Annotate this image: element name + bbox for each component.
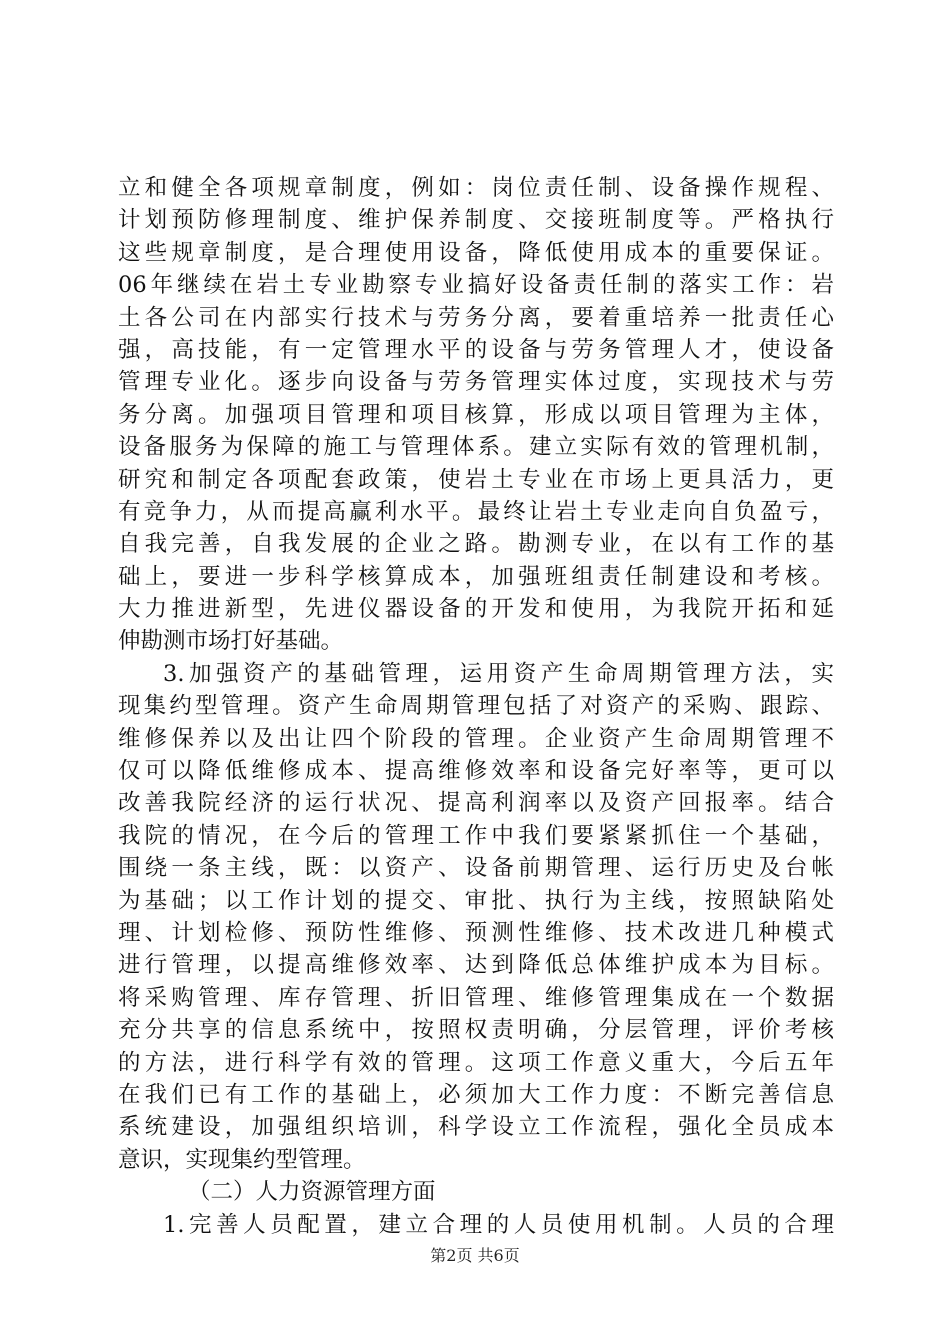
text-line: 将采购管理、库存管理、折旧管理、维修管理集成在一个数据 [118,984,834,1011]
text-line: 我院的情况，在今后的管理工作中我们要紧紧抓住一个基础， [118,822,834,849]
text-line: 系统建设，加强组织培训，科学设立工作流程，强化全员成本 [118,1114,834,1141]
text-line: 强，高技能，有一定管理水平的设备与劳务管理人才，使设备 [118,336,834,363]
text-line: 研究和制定各项配套政策，使岩土专业在市场上更具活力，更 [118,466,834,493]
text-line: 大力推进新型，先进仪器设备的开发和使用，为我院开拓和延 [118,596,834,623]
text-line: 围绕一条主线，既：以资产、设备前期管理、运行历史及台帐 [118,855,834,882]
text-line: 设备服务为保障的施工与管理体系。建立实际有效的管理机制， [118,434,834,461]
text-line: 务分离。加强项目管理和项目核算，形成以项目管理为主体， [118,401,834,428]
text-line: 进行管理，以提高维修效率、达到降低总体维护成本为目标。 [118,952,834,979]
text-line: 计划预防修理制度、维护保养制度、交接班制度等。严格执行 [118,207,834,234]
text-line: 有竞争力，从而提高赢利水平。最终让岩土专业走向自负盈亏， [118,498,834,525]
page-footer: 第2页 共6页 [430,1246,520,1265]
text-line: 土各公司在内部实行技术与劳务分离，要着重培养一批责任心 [118,304,834,331]
text-line: 础上，要进一步科学核算成本，加强班组责任制建设和考核。 [118,563,834,590]
text-line: 伸勘测市场打好基础。 [118,628,344,655]
section-heading: （二）人力资源管理方面 [188,1179,436,1206]
paragraph-first-line: 1.完善人员配置，建立合理的人员使用机制。人员的合理 [163,1211,834,1238]
text-line: 自我完善，自我发展的企业之路。勘测专业，在以有工作的基 [118,531,834,558]
text-line: 现集约型管理。资产生命周期管理包括了对资产的采购、跟踪、 [118,693,834,720]
text-line: 立和健全各项规章制度，例如：岗位责任制、设备操作规程、 [118,175,834,201]
text-line: 改善我院经济的运行状况、提高利润率以及资产回报率。结合 [118,790,834,817]
document-body [118,172,834,1241]
text-line: 理、计划检修、预防性维修、预测性维修、技术改进几种模式 [118,919,834,946]
text-line: 这些规章制度，是合理使用设备，降低使用成本的重要保证。 [118,239,834,266]
text-line: 充分共享的信息系统中，按照权责明确，分层管理，评价考核 [118,1017,834,1044]
text-line: 管理专业化。逐步向设备与劳务管理实体过度，实现技术与劳 [118,369,834,396]
text-line: 06年继续在岩土专业勘察专业搞好设备责任制的落实工作：岩 [118,272,834,299]
text-line: 维修保养以及出让四个阶段的管理。企业资产生命周期管理不 [118,725,834,752]
text-line: 意识，实现集约型管理。 [118,1146,366,1173]
paragraph-first-line: 3.加强资产的基础管理，运用资产生命周期管理方法，实 [163,660,834,687]
text-line: 的方法，进行科学有效的管理。这项工作意义重大，今后五年 [118,1049,834,1076]
text-line: 仅可以降低维修成本、提高维修效率和设备完好率等，更可以 [118,758,834,785]
text-line: 为基础；以工作计划的提交、审批、执行为主线，按照缺陷处 [118,887,834,914]
text-line: 在我们已有工作的基础上，必须加大工作力度：不断完善信息 [118,1081,834,1108]
